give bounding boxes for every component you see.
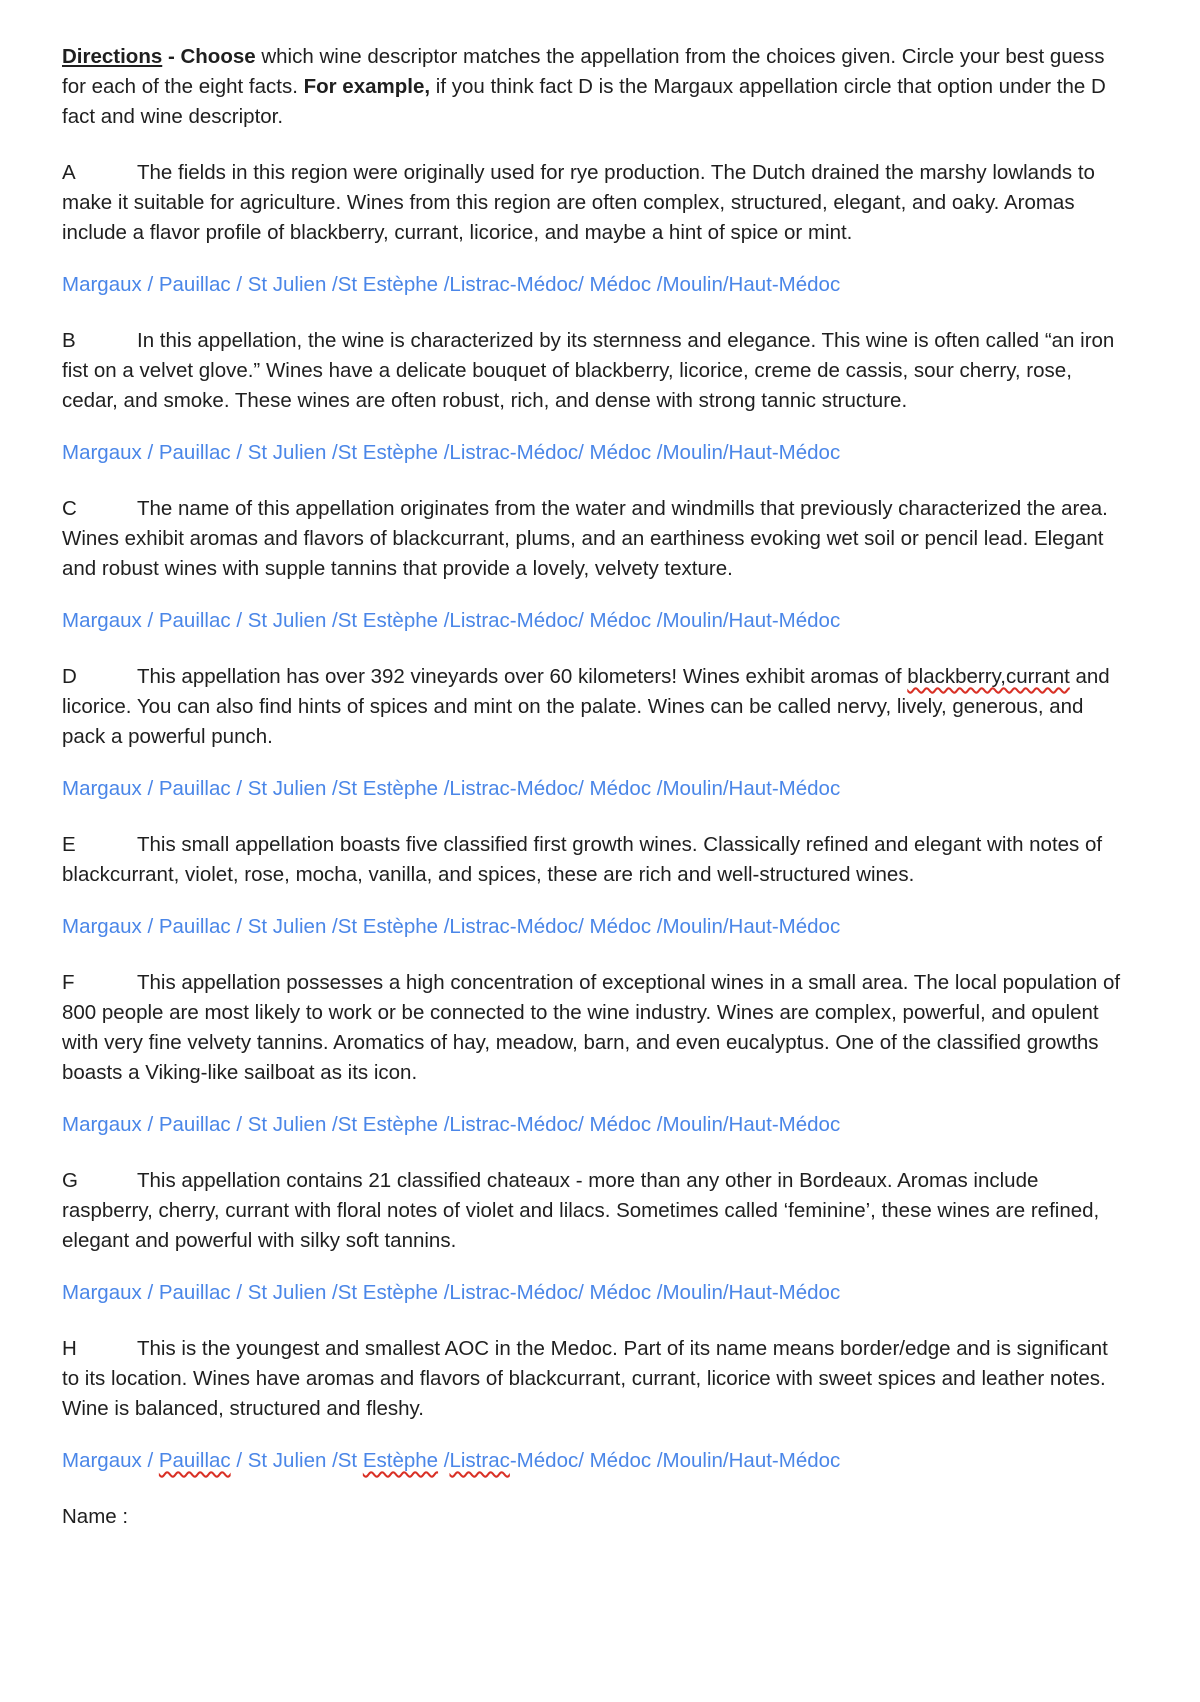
fact-text-before: This appellation has over 392 vineyards over 60 kilometers! Wines exhibit aromas of — [137, 665, 908, 688]
name-label[interactable]: Name : — [62, 1505, 129, 1528]
fact-letter: E — [62, 833, 76, 856]
directions-text-2: if you think fact D is the Margaux appellation circle that option under the D fact and wine descriptor. — [62, 75, 1106, 128]
options-g[interactable]: Margaux / Pauillac / St Julien /St Estèphe /Listrac-Médoc/ Médoc /Moulin/Haut-Médoc — [62, 1281, 841, 1304]
directions-text-1: which wine descriptor matches the appellation from the choices given. Circle your best guess for each of the eight facts. — [62, 45, 1105, 98]
fact-letter: D — [62, 665, 77, 688]
options-part: / — [438, 1449, 450, 1472]
fact-text: This is the youngest and smallest AOC in the Medoc. Part of its name means border/edge and is significant to its location. Wines have aromas and flavors of blackcurrant, currant, licorice with sweet spices and leather notes. Wine is balanced, structured and fleshy. — [62, 1337, 1108, 1420]
fact-text: In this appellation, the wine is characterized by its sternness and elegance. This wine is often called “an iron fist on a velvet glove.” Wines have a delicate bouquet of blackberry, licorice, creme de cassis, sour cherry, rose, cedar, and smoke. These wines are often robust, rich, and dense with strong tannic structure. — [62, 329, 1115, 412]
fact-text: The fields in this region were originally used for rye production. The Dutch drained the marshy lowlands to make it suitable for agriculture. Wines from this region are often complex, structured, elegant, and oaky. Aromas include a flavor profile of blackberry, currant, licorice, and maybe a hint of spice or mint. — [62, 161, 1095, 244]
fact-letter: G — [62, 1169, 78, 1192]
fact-text: The name of this appellation originates from the water and windmills that previously characterized the area. Wines exhibit aromas and flavors of blackcurrant, plums, and an earthiness evoking wet soil or pencil lead. Elegant and robust wines with supple tannins that provide a lovely, velvety texture. — [62, 497, 1108, 580]
fact-text-after: and licorice. You can also find hints of spices and mint on the palate. Wines can be called nervy, lively, generous, and pack a powerful punch. — [62, 665, 1110, 748]
fact-letter: A — [62, 161, 76, 184]
fact-a — [62, 158, 1130, 248]
options-f[interactable]: Margaux / Pauillac / St Julien /St Estèphe /Listrac-Médoc/ Médoc /Moulin/Haut-Médoc — [62, 1113, 841, 1136]
directions-for-example: For example, — [303, 75, 431, 98]
options-a[interactable]: Margaux / Pauillac / St Julien /St Estèphe /Listrac-Médoc/ Médoc /Moulin/Haut-Médoc — [62, 273, 841, 296]
fact-letter: F — [62, 971, 75, 994]
fact-d — [62, 662, 1130, 752]
fact-c — [62, 494, 1130, 584]
options-part: / St Julien /St — [230, 1449, 363, 1472]
options-d[interactable]: Margaux / Pauillac / St Julien /St Estèphe /Listrac-Médoc/ Médoc /Moulin/Haut-Médoc — [62, 777, 841, 800]
spellcheck-word: Pauillac — [158, 1449, 231, 1472]
fact-text: This appellation possesses a high concentration of exceptional wines in a small area. The local population of 800 people are most likely to work or be connected to the wine industry. Wines are complex, powerful, and opulent with very fine velvety tannins. Aromatics of hay, meadow, barn, and even eucalyptus. One of the classified growths boasts a Viking-like sailboat as its icon. — [62, 971, 1121, 1084]
spellcheck-word: blackberry,currant — [907, 665, 1070, 688]
options-c[interactable]: Margaux / Pauillac / St Julien /St Estèphe /Listrac-Médoc/ Médoc /Moulin/Haut-Médoc — [62, 609, 841, 632]
options-part: Margaux / — [62, 1449, 159, 1472]
fact-g — [62, 1166, 1130, 1256]
options-e[interactable]: Margaux / Pauillac / St Julien /St Estèphe /Listrac-Médoc/ Médoc /Moulin/Haut-Médoc — [62, 915, 841, 938]
spellcheck-word: Estèphe — [362, 1449, 439, 1472]
fact-text: This appellation contains 21 classified chateaux - more than any other in Bordeaux. Aromas include raspberry, cherry, currant with floral notes of violet and lilacs. Sometimes called ‘feminine’, these wines are refined, elegant and powerful with silky soft tannins. — [62, 1169, 1100, 1252]
directions-paragraph — [62, 42, 1130, 132]
directions-label: Directions — [62, 45, 163, 68]
fact-e — [62, 830, 1130, 890]
fact-text: This small appellation boasts five classified first growth wines. Classically refined and elegant with notes of blackcurrant, violet, rose, mocha, vanilla, and spices, these are rich and well-structured wines. — [62, 833, 1103, 886]
fact-letter: H — [62, 1337, 77, 1360]
options-h[interactable] — [62, 1446, 1130, 1476]
options-part: -Médoc/ Médoc /Moulin/Haut-Médoc — [509, 1449, 841, 1472]
directions-choose: - Choose — [162, 45, 256, 68]
fact-f — [62, 968, 1130, 1088]
fact-b — [62, 326, 1130, 416]
spellcheck-word: Listrac — [449, 1449, 510, 1472]
fact-h — [62, 1334, 1130, 1424]
fact-letter: C — [62, 497, 77, 520]
fact-letter: B — [62, 329, 76, 352]
options-b[interactable]: Margaux / Pauillac / St Julien /St Estèphe /Listrac-Médoc/ Médoc /Moulin/Haut-Médoc — [62, 441, 841, 464]
